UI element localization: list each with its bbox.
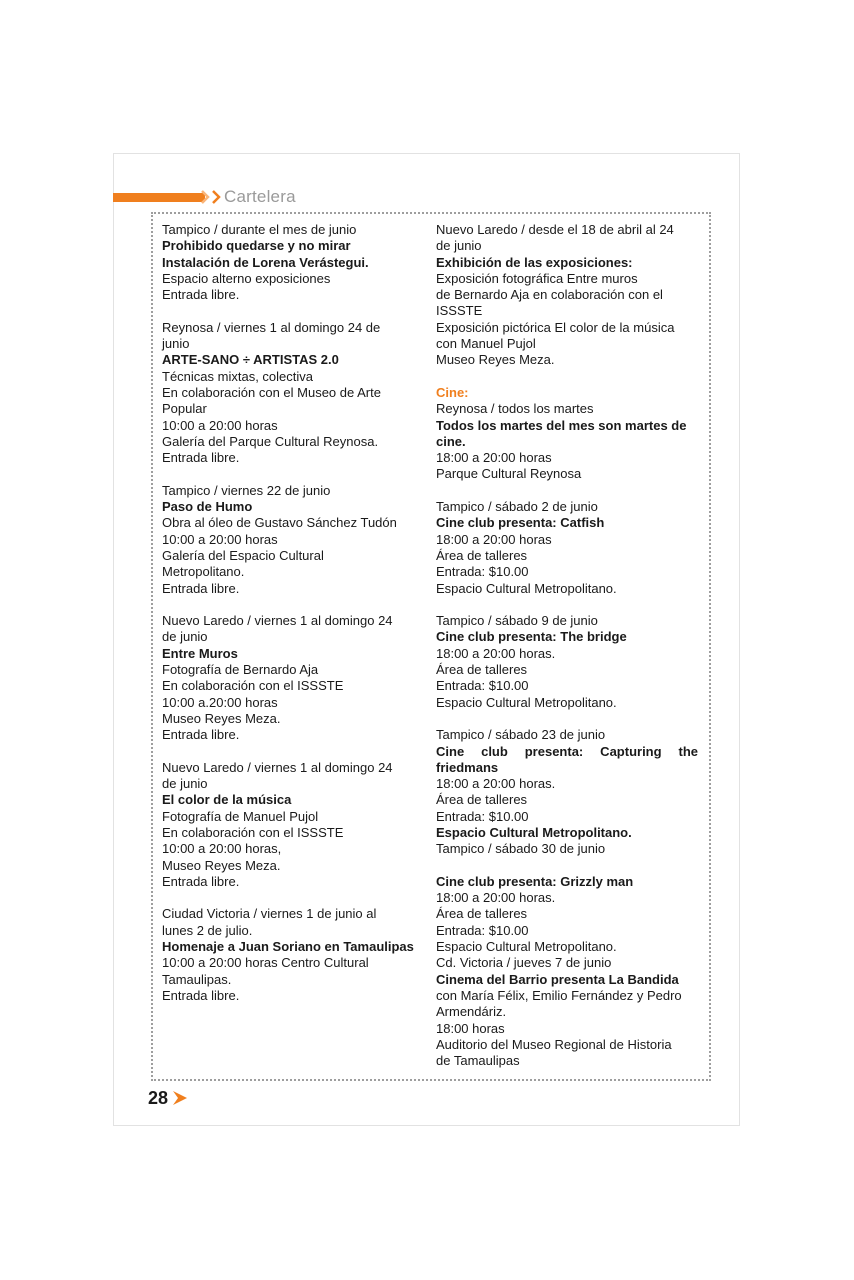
event-entry: [436, 727, 698, 857]
event-detail-line: Reynosa / viernes 1 al domingo 24 de: [162, 319, 381, 335]
event-detail-line: Entrada: $10.00: [436, 678, 529, 694]
event-detail-line: Entrada libre.: [162, 287, 240, 303]
event-detail-line: Auditorio del Museo Regional de Historia: [436, 1036, 672, 1052]
event-detail-line: Entrada libre.: [162, 873, 240, 889]
event-detail-line: 18:00 a 20:00 horas.: [436, 890, 556, 906]
event-detail-line: lunes 2 de julio.: [162, 922, 253, 938]
event-detail-line: Fotografía de Bernardo Aja: [162, 662, 319, 678]
event-title-line: Cine club presenta: Grizzly man: [436, 873, 634, 889]
event-detail-line: Tamaulipas.: [162, 971, 232, 987]
event-detail-line: Museo Reyes Meza.: [162, 857, 281, 873]
event-detail-line: Entrada: $10.00: [436, 808, 529, 824]
event-entry: [162, 906, 424, 1004]
event-detail-line: de junio: [162, 629, 208, 645]
event-detail-line: Tampico / sábado 23 de junio: [436, 727, 606, 743]
event-detail-line: de junio: [162, 776, 208, 792]
event-detail-line: Nuevo Laredo / viernes 1 al domingo 24: [162, 613, 393, 629]
event-detail-line: 10:00 a 20:00 horas: [162, 531, 278, 547]
event-detail-line: Reynosa / todos los martes: [436, 401, 594, 417]
section-header-title: Cartelera: [224, 187, 296, 206]
event-detail-line: Área de talleres: [436, 547, 528, 563]
event-title-line: Todos los martes del mes son martes de: [436, 417, 687, 433]
header-chevrons-icon: [200, 188, 221, 206]
event-entry: [162, 613, 424, 743]
event-detail-line: Armendáriz.: [436, 1004, 507, 1020]
event-detail-line: En colaboración con el Museo de Arte: [162, 384, 381, 400]
event-title-line: Homenaje a Juan Soriano en Tamaulipas: [162, 939, 414, 955]
event-detail-line: 18:00 horas: [436, 1020, 505, 1036]
event-detail-line: de junio: [436, 238, 482, 254]
event-title-line: Prohibido quedarse y no mirar: [162, 238, 351, 254]
event-title-line: Instalación de Lorena Verástegui.: [162, 254, 369, 270]
event-entry: [436, 613, 698, 711]
right-column: [436, 222, 698, 1086]
event-detail-line: 18:00 a 20:00 horas: [436, 450, 552, 466]
event-detail-line: Área de talleres: [436, 792, 528, 808]
event-title-line: friedmans: [436, 759, 499, 775]
event-detail-line: Parque Cultural Reynosa: [436, 466, 582, 482]
event-detail-line: Galería del Espacio Cultural: [162, 547, 324, 563]
event-detail-line: Popular: [162, 401, 207, 417]
event-entry: [162, 760, 424, 890]
event-detail-line: Fotografía de Manuel Pujol: [162, 808, 319, 824]
left-column: [162, 222, 424, 1021]
event-detail-line: Tampico / sábado 9 de junio: [436, 613, 598, 629]
event-detail-line: Metropolitano.: [162, 564, 245, 580]
event-detail-line: con María Félix, Emilio Fernández y Pedro: [436, 987, 682, 1003]
event-detail-line: Museo Reyes Meza.: [436, 352, 555, 368]
event-detail-line: Entrada libre.: [162, 727, 240, 743]
event-detail-line: Nuevo Laredo / desde el 18 de abril al 24: [436, 222, 674, 237]
event-detail-line: Espacio Cultural Metropolitano.: [436, 694, 617, 710]
event-detail-line: Entrada: $10.00: [436, 922, 529, 938]
event-detail-line: 18:00 a 20:00 horas.: [436, 645, 556, 661]
event-detail-line: Área de talleres: [436, 906, 528, 922]
page-arrow-icon: [171, 1089, 189, 1112]
event-title-line: Cine club presenta: The bridge: [436, 629, 627, 645]
event-title-line: Cine club presenta: Catfish: [436, 515, 605, 531]
event-title-line: ARTE-SANO ÷ ARTISTAS 2.0: [162, 352, 339, 368]
event-detail-line: 10:00 a 20:00 horas Centro Cultural: [162, 955, 369, 971]
event-detail-line: En colaboración con el ISSSTE: [162, 824, 344, 840]
event-title-line: Paso de Humo: [162, 499, 253, 515]
event-title-line: Cine club presenta: Capturing the: [436, 743, 698, 759]
event-detail-line: ISSSTE: [436, 303, 483, 319]
event-detail-line: Espacio alterno exposiciones: [162, 270, 331, 286]
event-detail-line: Entrada libre.: [162, 580, 240, 596]
event-entry: [436, 874, 698, 1070]
section-title-cine: Cine:: [436, 384, 469, 400]
event-detail-line: 10:00 a 20:00 horas,: [162, 841, 282, 857]
event-detail-line: Galería del Parque Cultural Reynosa.: [162, 433, 379, 449]
event-detail-line: Ciudad Victoria / viernes 1 de junio al: [162, 906, 377, 922]
event-detail-line: de Tamaulipas: [436, 1053, 520, 1069]
event-detail-line: Exposición fotográfica Entre muros: [436, 270, 638, 286]
event-detail-line: Tampico / sábado 2 de junio: [436, 499, 598, 515]
event-detail-line: Entrada libre.: [162, 987, 240, 1003]
event-detail-line: En colaboración con el ISSSTE: [162, 678, 344, 694]
event-detail-line: Nuevo Laredo / viernes 1 al domingo 24: [162, 759, 393, 775]
event-title-line: Cinema del Barrio presenta La Bandida: [436, 971, 679, 987]
event-title-line: Exhibición de las exposiciones:: [436, 254, 633, 270]
event-detail-line: Tampico / sábado 30 de junio: [436, 841, 606, 857]
event-entry: [162, 483, 424, 597]
event-detail-line: Entrada: $10.00: [436, 564, 529, 580]
event-entry: [436, 385, 698, 483]
event-detail-line: Obra al óleo de Gustavo Sánchez Tudón: [162, 515, 397, 531]
event-detail-line: 18:00 a 20:00 horas: [436, 531, 552, 547]
event-title-line: El color de la música: [162, 792, 292, 808]
event-title-line: Entre Muros: [162, 645, 238, 661]
event-detail-line: Espacio Cultural Metropolitano.: [436, 580, 617, 596]
event-title-line: Espacio Cultural Metropolitano.: [436, 824, 632, 840]
event-detail-line: con Manuel Pujol: [436, 336, 536, 352]
event-detail-line: Tampico / durante el mes de junio: [162, 222, 357, 237]
event-detail-line: Área de talleres: [436, 662, 528, 678]
event-detail-line: Tampico / viernes 22 de junio: [162, 482, 331, 498]
event-entry: [436, 499, 698, 597]
event-detail-line: Cd. Victoria / jueves 7 de junio: [436, 955, 612, 971]
page-number: 28: [148, 1088, 169, 1108]
event-detail-line: de Bernardo Aja en colaboración con el: [436, 287, 663, 303]
event-entry: [162, 222, 424, 303]
event-detail-line: Técnicas mixtas, colectiva: [162, 368, 313, 384]
header-accent-bar: [113, 193, 205, 202]
event-detail-line: junio: [162, 336, 190, 352]
event-detail-line: 10:00 a 20:00 horas: [162, 417, 278, 433]
event-detail-line: 10:00 a.20:00 horas: [162, 694, 278, 710]
event-detail-line: Museo Reyes Meza.: [162, 710, 281, 726]
event-detail-line: Espacio Cultural Metropolitano.: [436, 939, 617, 955]
event-title-line: cine.: [436, 433, 466, 449]
event-detail-line: 18:00 a 20:00 horas.: [436, 776, 556, 792]
event-detail-line: Entrada libre.: [162, 450, 240, 466]
event-entry: [436, 222, 698, 369]
event-entry: [162, 320, 424, 467]
event-detail-line: Exposición pictórica El color de la música: [436, 319, 675, 335]
